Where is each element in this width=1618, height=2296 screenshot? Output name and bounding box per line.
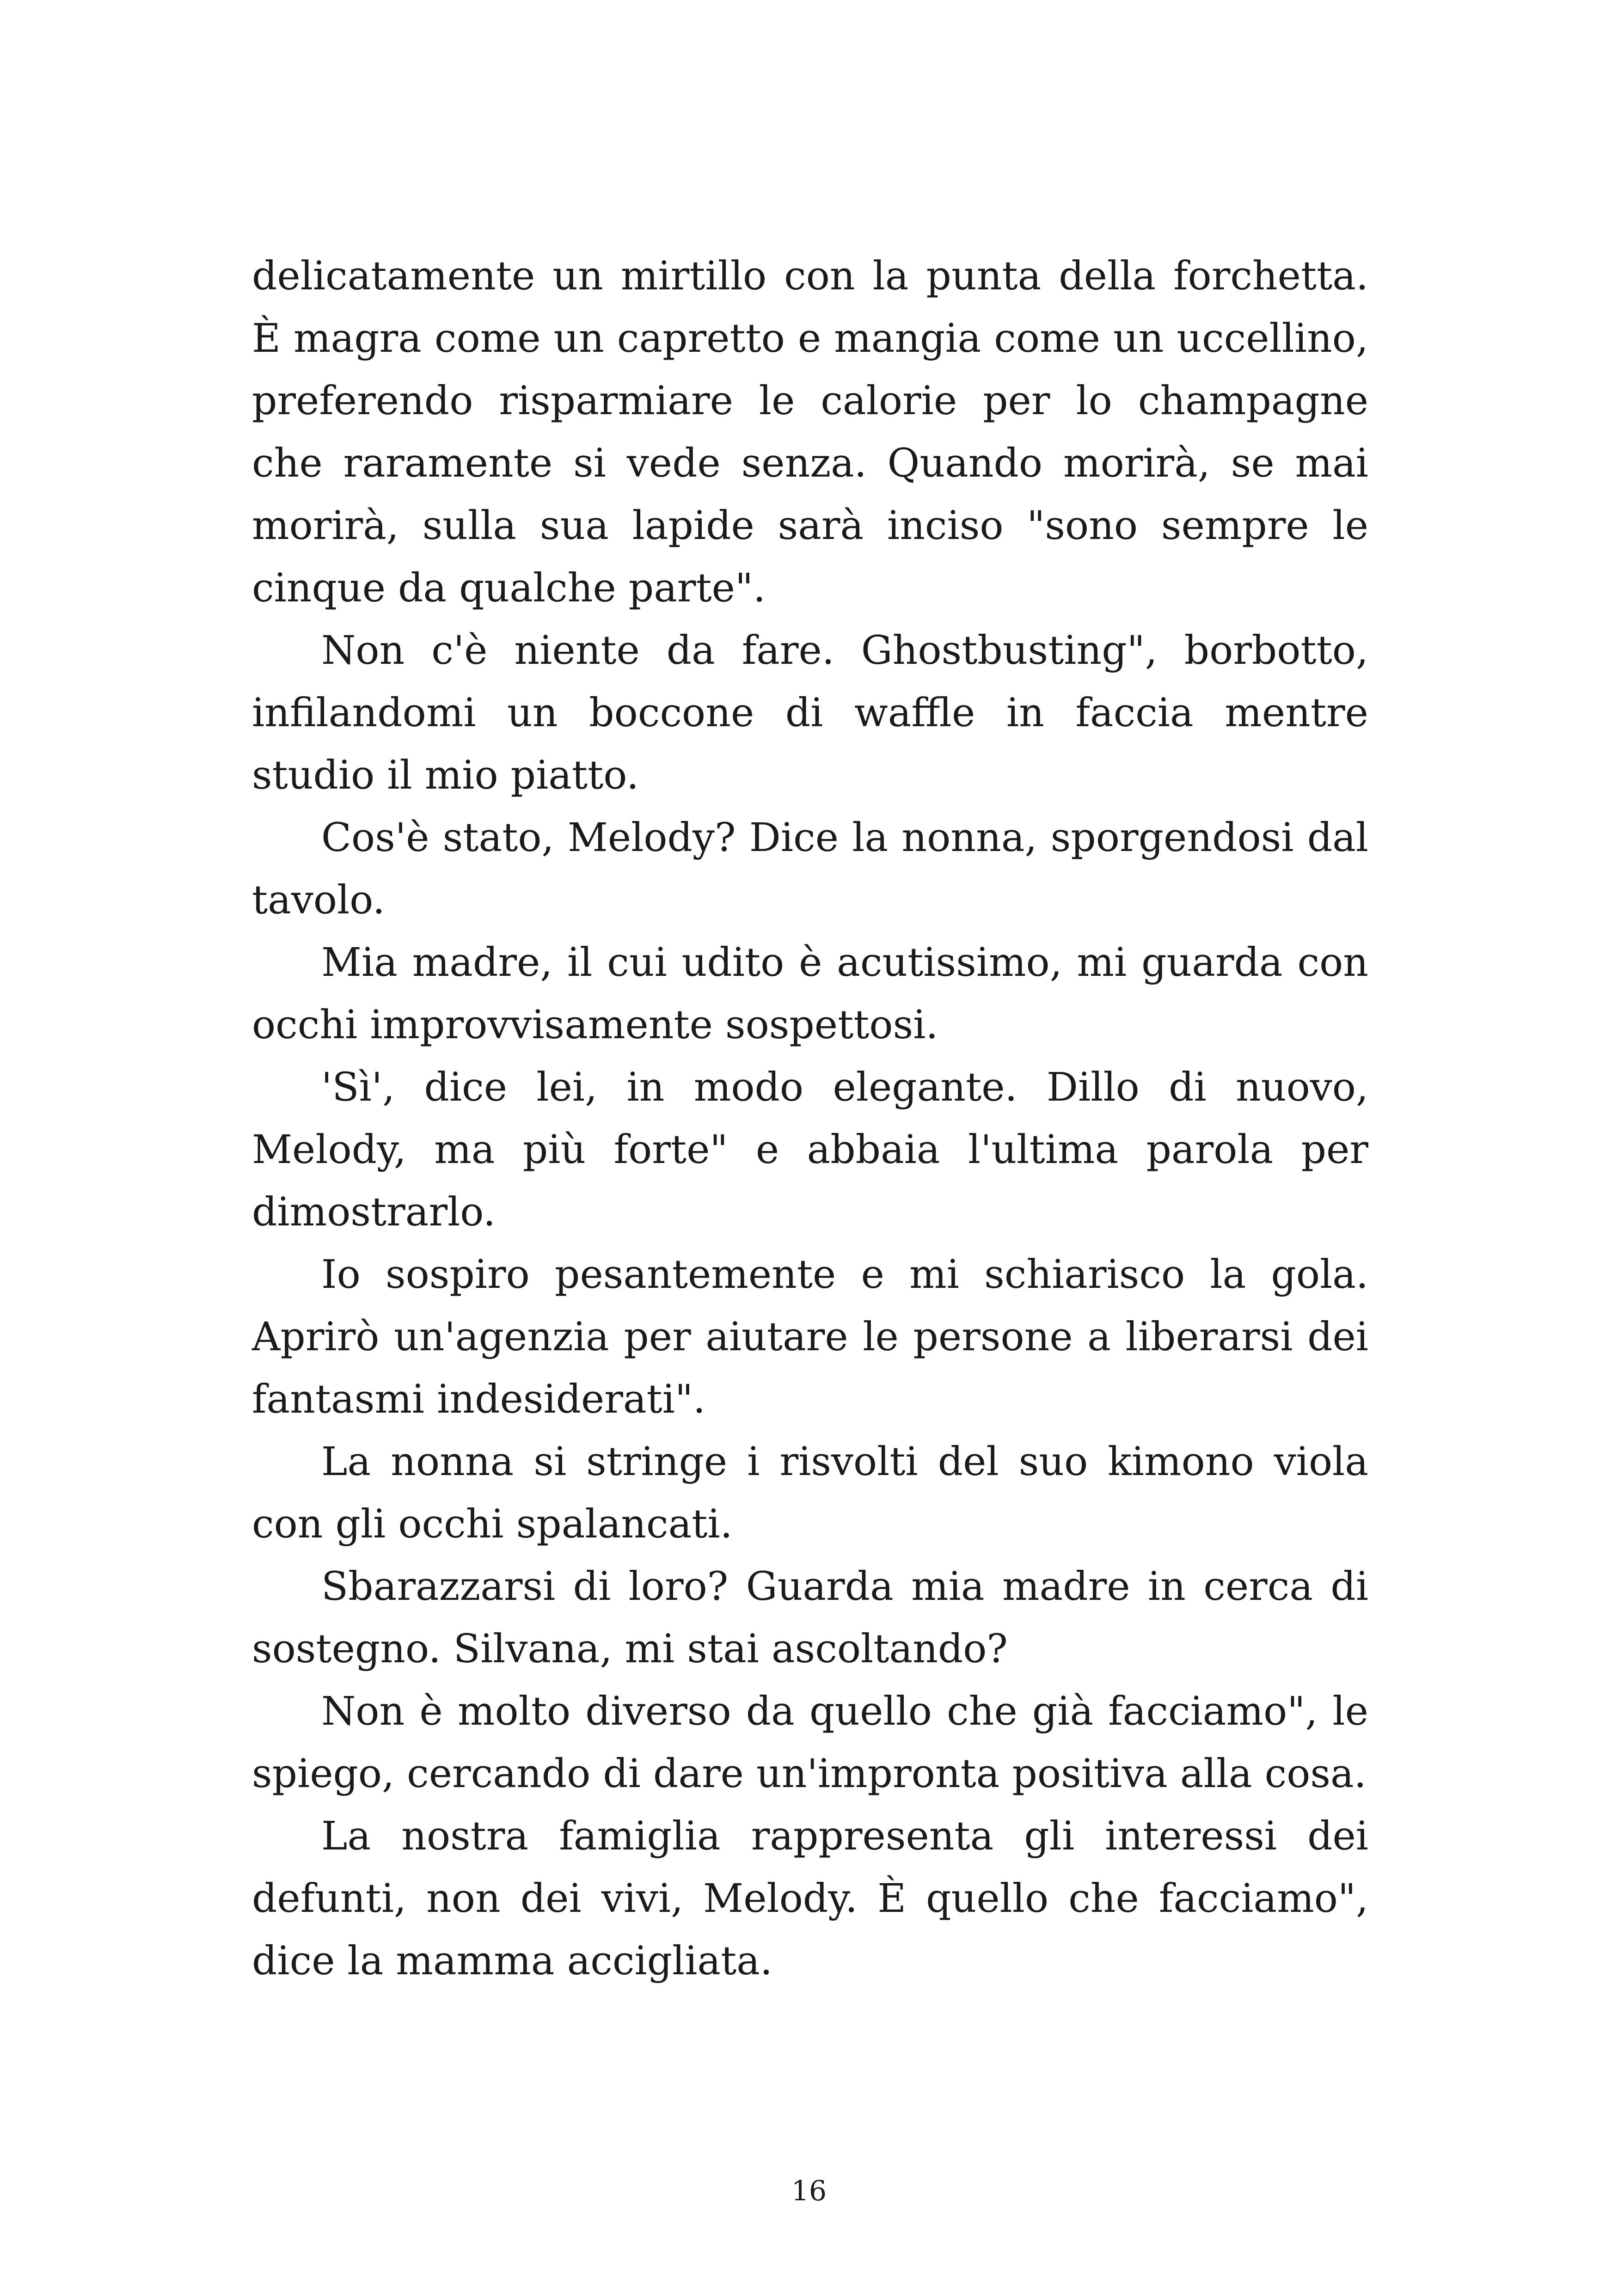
paragraph: Cos'è stato, Melody? Dice la nonna, sporgendosi dal tavolo. <box>252 815 1368 923</box>
paragraph: Non è molto diverso da quello che già facciamo", le spiego, cercando di dare un'impronta positiva alla cosa. <box>252 1689 1368 1797</box>
page-number: 16 <box>791 2175 827 2207</box>
paragraph: La nostra famiglia rappresenta gli interessi dei defunti, non dei vivi, Melody. È quello che facciamo", dice la mamma accigliata. <box>252 1813 1368 1984</box>
paragraph: Io sospiro pesantemente e mi schiarisco la gola. Aprirò un'agenzia per aiutare le persone a liberarsi dei fantasmi indesiderati". <box>252 1252 1368 1422</box>
paragraph: 'Sì', dice lei, in modo elegante. Dillo di nuovo, Melody, ma più forte" e abbaia l'ultima parola per dimostrarlo. <box>252 1065 1368 1235</box>
paragraph: Sbarazzarsi di loro? Guarda mia madre in cerca di sostegno. Silvana, mi stai ascoltando? <box>252 1564 1368 1672</box>
paragraph: Mia madre, il cui udito è acutissimo, mi guarda con occhi improvvisamente sospettosi. <box>252 940 1368 1048</box>
paragraph: La nonna si stringe i risvolti del suo kimono viola con gli occhi spalancati. <box>252 1439 1368 1547</box>
body-text <box>252 245 1368 1992</box>
paragraph: Non c'è niente da fare. Ghostbusting", borbotto, infilandomi un boccone di waffle in faccia mentre studio il mio piatto. <box>252 628 1368 798</box>
paragraph: delicatamente un mirtillo con la punta della forchetta. È magra come un capretto e mangia come un uccellino, preferendo risparmiare le calorie per lo champagne che raramente si vede senza. Quando morirà, se mai morirà, sulla sua lapide sarà inciso "sono sempre le cinque da qualche parte". <box>252 253 1368 611</box>
